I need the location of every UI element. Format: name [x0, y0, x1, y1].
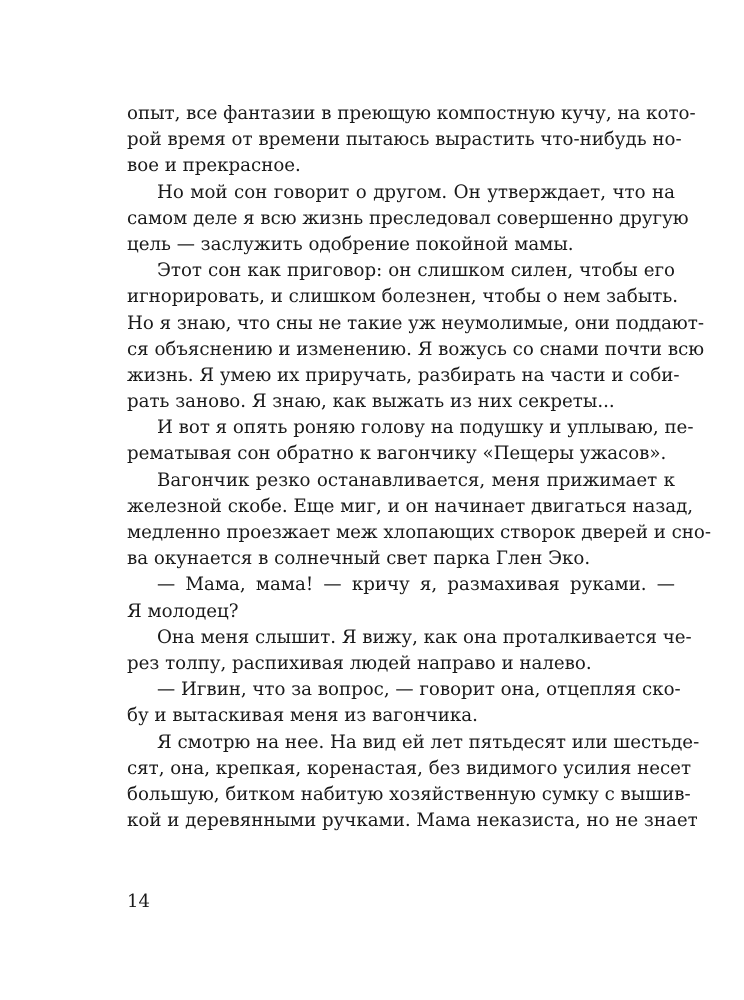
text-line: И вот я опять роняю голову на подушку и уплываю, пе-: [157, 417, 694, 439]
text-line: бу и вытаскивая меня из вагончика.: [127, 705, 478, 727]
text-line: вое и прекрасное.: [127, 155, 301, 177]
body-text: [127, 101, 712, 834]
text-line: цель — заслужить одобрение покойной мамы.: [127, 233, 574, 255]
text-line: кой и деревянными ручками. Мама неказиста, но не знает: [127, 810, 698, 832]
text-line: Этот сон как приговор: он слишком силен, чтобы его: [157, 260, 675, 282]
text-line: Но я знаю, что сны не такие уж неумолимые, они поддают-: [127, 312, 704, 334]
text-line: Она меня слышит. Я вижу, как она проталкивается че-: [157, 626, 692, 648]
text-line: — Мама, мама! — кричу я, размахивая руками. —: [157, 574, 675, 596]
text-line: Я молодец?: [127, 600, 239, 622]
text-line: ся объяснению и изменению. Я вожусь со снами почти всю: [127, 338, 705, 360]
text-line: самом деле я всю жизнь преследовал совершенно другую: [127, 207, 689, 229]
text-line: большую, битком набитую хозяйственную сумку с вышив-: [127, 783, 691, 805]
text-line: Вагончик резко останавливается, меня прижимает к: [157, 469, 675, 491]
text-line: рать заново. Я знаю, как выжать из них секреты...: [127, 391, 615, 413]
text-line: ва окунается в солнечный свет парка Глен Эко.: [127, 548, 591, 570]
text-line: опыт, все фантазии в преющую компостную кучу, на кото-: [127, 103, 696, 124]
text-line: Но мой сон говорит о другом. Он утверждает, что на: [157, 181, 675, 203]
text-line: сят, она, крепкая, коренастая, без видимого усилия несет: [127, 757, 692, 779]
text-line: жизнь. Я умею их приручать, разбирать на части и соби-: [127, 364, 680, 386]
text-line: рез толпу, распихивая людей направо и налево.: [127, 652, 592, 674]
text-line: медленно проезжает меж хлопающих створок дверей и сно-: [127, 522, 712, 543]
text-line: рематывая сон обратно к вагончику «Пещеры ужасов».: [127, 443, 667, 465]
text-line: игнорировать, и слишком болезнен, чтобы о нем забыть.: [127, 286, 679, 308]
page-number: 14: [127, 891, 150, 912]
text-line: железной скобе. Еще миг, и он начинает двигаться назад,: [127, 495, 694, 517]
text-line: рой время от времени пытаюсь вырастить что-нибудь но-: [127, 129, 682, 151]
text-line: Я смотрю на нее. На вид ей лет пятьдесят или шестьде-: [157, 731, 700, 753]
text-line: — Игвин, что за вопрос, — говорит она, отцепляя ско-: [157, 679, 681, 701]
